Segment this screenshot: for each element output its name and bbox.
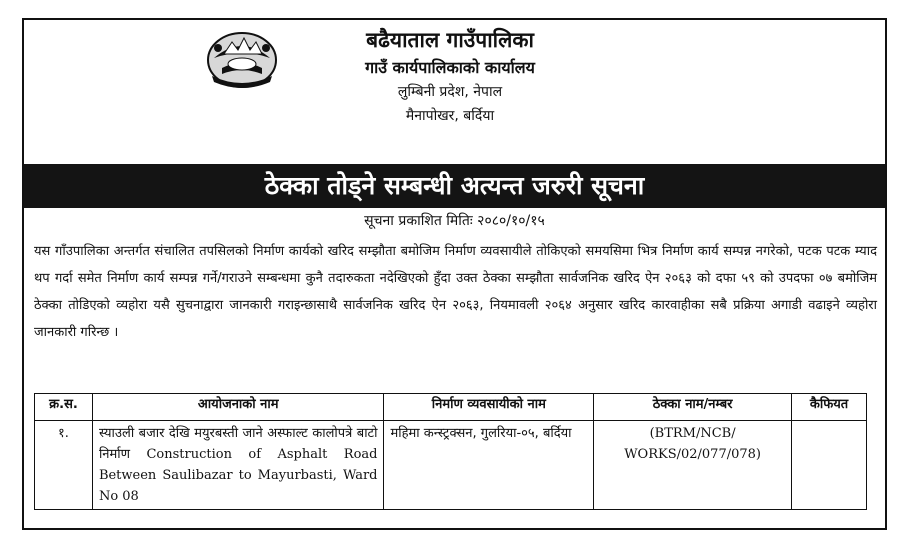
header-contractor: निर्माण व्यवसायीको नाम [384,394,594,421]
cell-serial: १. [35,421,93,510]
header-contract: ठेक्का नाम/नम्बर [594,394,792,421]
contract-table [34,393,867,510]
notice-body: यस गाँउपालिका अन्तर्गत संचालित तपसिलको निर्माण कार्यको खरिद सम्झौता बमोजिम निर्माण व्यवसायीले तोकिएको समयसिमा भित्र निर्माण कार्य सम्पन्न नगरेको, पटक पटक म्याद थप गर्दा समेत निर्माण कार्य सम्पन्न गर्ने/गराउने सम्बन्धमा कुनै तदारुकता नदेखिएको हुँदा उक्त ठेक्का सम्झौता सार्वजनिक खरिद ऐन २०६३ को दफा ५९ को उपदफा ०७ बमोजिम ठेक्का तोडिएको व्यहोरा यसै सुचनाद्वारा जानकारी गराइन्छासाथै सार्वजनिक खरिद ऐन २०६३, नियमावली २०६४ अनुसार खरिद कारवाहीका सबै प्रक्रिया अगाडी वढाइने व्यहोरा जानकारी गरिन्छ । [34,244,877,340]
table-header-row [35,394,867,421]
published-date: सूचना प्रकाशित मितिः २०८०/१०/१५ [364,213,545,229]
cell-contractor: महिमा कन्स्ट्रक्सन, गुलरिया-०५, बर्दिया [384,421,594,510]
notice-heading: ठेक्का तोड्ने सम्बन्धी अत्यन्त जरुरी सूचना [264,171,645,200]
notice-banner [24,164,885,208]
municipality-name: बढैयाताल गाउँपालिका [366,28,534,52]
header-serial: क्र.स. [35,394,93,421]
office-header [280,26,620,128]
cell-project: स्याउली बजार देखि मयुरबस्ती जाने अस्फाल्ट कालोपत्रे बाटो निर्माण Construction of Asphalt Road Between Saulibazar to Mayurbasti, Ward No 08 [92,421,384,510]
cell-remarks [792,421,867,510]
cell-contract: (BTRM/NCB/ WORKS/02/077/078) [594,421,792,510]
header-project: आयोजनाको नाम [92,394,384,421]
province-name: लुम्बिनी प्रदेश, नेपाल [397,84,503,100]
header-remarks: कैफियत [792,394,867,421]
table-row [35,421,867,510]
office-address: मैनापोखर, बर्दिया [405,108,495,124]
office-name: गाउँ कार्यपालिकाको कार्यालय [365,58,535,77]
nepal-emblem-icon [204,28,280,90]
